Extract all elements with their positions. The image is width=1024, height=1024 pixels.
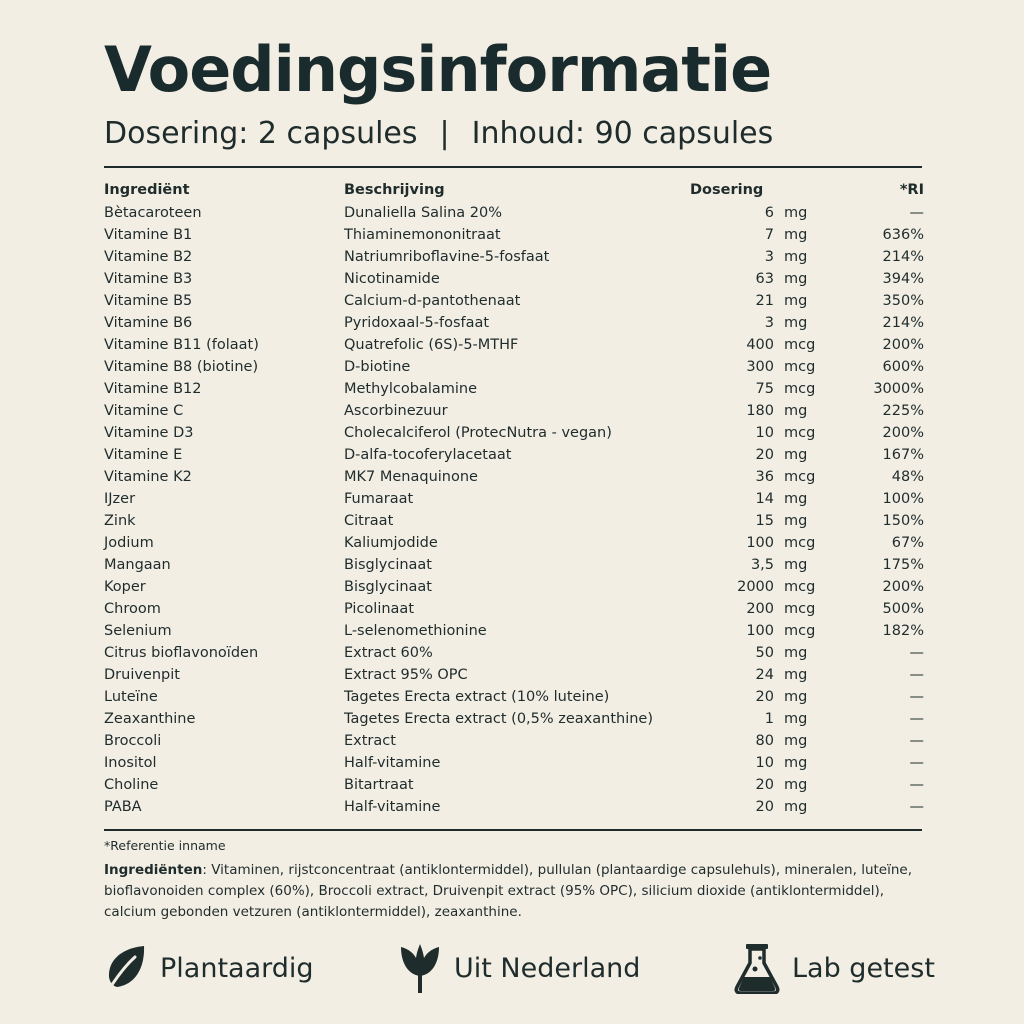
amount-value: 63 xyxy=(755,271,774,287)
ingredient-cell: Vitamine B6 xyxy=(104,315,193,331)
table-row xyxy=(104,268,924,290)
ri-cell: — xyxy=(909,733,924,749)
description-cell: Ascorbinezuur xyxy=(344,403,448,419)
ri-cell: — xyxy=(909,645,924,661)
dosage-cell xyxy=(678,444,844,466)
header-ri: *RI xyxy=(899,182,924,198)
amount-unit: mcg xyxy=(784,425,816,441)
table-row xyxy=(104,400,924,422)
description-cell: Calcium-d-pantothenaat xyxy=(344,293,521,309)
ingredient-cell: Vitamine B2 xyxy=(104,249,193,265)
ingredient-cell: Vitamine D3 xyxy=(104,425,194,441)
description-cell: Tagetes Erecta extract (0,5% zeaxanthine) xyxy=(344,711,654,727)
dosage-cell xyxy=(678,576,844,598)
ri-cell: 167% xyxy=(882,447,924,463)
description-cell: Tagetes Erecta extract (10% luteine) xyxy=(344,689,610,705)
table-row xyxy=(104,598,924,620)
ri-cell: 600% xyxy=(882,359,924,375)
ri-cell: 394% xyxy=(882,271,924,287)
amount-unit: mcg xyxy=(784,381,816,397)
ri-cell: 48% xyxy=(891,469,924,485)
ingredient-cell: Choline xyxy=(104,777,159,793)
amount-value: 6 xyxy=(764,205,774,221)
ri-cell: 67% xyxy=(891,535,924,551)
dosage-cell xyxy=(678,488,844,510)
table-row xyxy=(104,488,924,510)
table-row xyxy=(104,312,924,334)
amount-value: 80 xyxy=(755,733,774,749)
ingredient-cell: Vitamine B3 xyxy=(104,271,193,287)
ingredient-cell: Citrus bioflavonoïden xyxy=(104,645,259,661)
description-cell: Bisglycinaat xyxy=(344,579,432,595)
dosage-cell xyxy=(678,290,844,312)
amount-unit: mcg xyxy=(784,535,816,551)
dosage-cell xyxy=(678,422,844,444)
ingredient-cell: Zeaxanthine xyxy=(104,711,196,727)
amount-value: 20 xyxy=(755,799,774,815)
description-cell: Citraat xyxy=(344,513,394,529)
flask-icon xyxy=(734,942,780,994)
dosage-cell xyxy=(678,312,844,334)
dosage-cell xyxy=(678,532,844,554)
tulip-icon xyxy=(398,942,442,994)
ri-cell: 200% xyxy=(882,337,924,353)
amount-value: 10 xyxy=(755,425,774,441)
ri-cell: 214% xyxy=(882,249,924,265)
amount-unit: mg xyxy=(784,689,808,705)
badge-lab xyxy=(734,940,935,996)
amount-unit: mg xyxy=(784,645,808,661)
ri-cell: 200% xyxy=(882,579,924,595)
ingredients-paragraph xyxy=(104,860,924,923)
amount-unit: mcg xyxy=(784,337,816,353)
dosage-cell xyxy=(678,642,844,664)
ingredient-cell: Vitamine K2 xyxy=(104,469,192,485)
table-row xyxy=(104,246,924,268)
dosage-cell xyxy=(678,796,844,818)
footnote: *Referentie inname xyxy=(104,838,226,853)
table-row xyxy=(104,466,924,488)
ingredient-cell: Zink xyxy=(104,513,136,529)
ingredient-cell: Mangaan xyxy=(104,557,171,573)
header-description: Beschrijving xyxy=(344,182,445,198)
dosage-cell xyxy=(678,752,844,774)
ingredients-label: Ingrediënten xyxy=(104,862,203,878)
nutrition-table xyxy=(104,178,924,818)
ri-cell: — xyxy=(909,205,924,221)
dosage-cell xyxy=(678,466,844,488)
ingredient-cell: Koper xyxy=(104,579,146,595)
dosage-cell xyxy=(678,224,844,246)
description-cell: MK7 Menaquinone xyxy=(344,469,478,485)
ingredient-cell: Vitamine B8 (biotine) xyxy=(104,359,259,375)
description-cell: Half-vitamine xyxy=(344,755,441,771)
ri-cell: — xyxy=(909,799,924,815)
dosage-cell xyxy=(678,686,844,708)
leaf-icon xyxy=(104,943,148,993)
description-cell: Natriumriboflavine-5-fosfaat xyxy=(344,249,550,265)
table-row xyxy=(104,202,924,224)
ri-cell: 500% xyxy=(882,601,924,617)
badge-nl xyxy=(398,940,640,996)
ri-cell: 214% xyxy=(882,315,924,331)
ri-cell: 200% xyxy=(882,425,924,441)
amount-value: 20 xyxy=(755,447,774,463)
description-cell: D-biotine xyxy=(344,359,411,375)
ingredient-cell: Selenium xyxy=(104,623,172,639)
amount-value: 300 xyxy=(746,359,774,375)
ingredient-cell: Vitamine E xyxy=(104,447,183,463)
amount-unit: mg xyxy=(784,513,808,529)
dosage-cell xyxy=(678,400,844,422)
dosage-cell xyxy=(678,246,844,268)
amount-unit: mg xyxy=(784,403,808,419)
description-cell: Picolinaat xyxy=(344,601,415,617)
dosage-cell xyxy=(678,356,844,378)
table-row xyxy=(104,510,924,532)
amount-value: 100 xyxy=(746,623,774,639)
amount-unit: mg xyxy=(784,227,808,243)
dosage-cell xyxy=(678,510,844,532)
table-row xyxy=(104,576,924,598)
ingredient-cell: Vitamine B5 xyxy=(104,293,193,309)
description-cell: Quatrefolic (6S)-5-MTHF xyxy=(344,337,519,353)
amount-unit: mg xyxy=(784,491,808,507)
description-cell: Dunaliella Salina 20% xyxy=(344,205,503,221)
amount-value: 24 xyxy=(755,667,774,683)
amount-value: 20 xyxy=(755,777,774,793)
table-row xyxy=(104,796,924,818)
badge-plant-label: Plantaardig xyxy=(160,952,314,984)
ingredient-cell: Inositol xyxy=(104,755,157,771)
amount-unit: mg xyxy=(784,755,808,771)
table-header-row xyxy=(104,178,924,202)
table-row xyxy=(104,730,924,752)
ingredient-cell: Luteïne xyxy=(104,689,158,705)
amount-value: 3 xyxy=(764,315,774,331)
amount-value: 15 xyxy=(755,513,774,529)
amount-unit: mcg xyxy=(784,623,816,639)
dosage-cell xyxy=(678,378,844,400)
bottom-divider xyxy=(104,829,922,831)
amount-unit: mg xyxy=(784,447,808,463)
amount-unit: mg xyxy=(784,557,808,573)
description-cell: Extract 95% OPC xyxy=(344,667,468,683)
ingredient-cell: Vitamine B12 xyxy=(104,381,202,397)
table-row xyxy=(104,356,924,378)
content-text: Inhoud: 90 capsules xyxy=(471,116,774,151)
ri-cell: — xyxy=(909,777,924,793)
description-cell: Half-vitamine xyxy=(344,799,441,815)
dosage-cell xyxy=(678,730,844,752)
ingredient-cell: Vitamine C xyxy=(104,403,184,419)
ingredient-cell: Broccoli xyxy=(104,733,162,749)
amount-unit: mcg xyxy=(784,601,816,617)
amount-value: 100 xyxy=(746,535,774,551)
ri-cell: 636% xyxy=(882,227,924,243)
dosage-cell xyxy=(678,620,844,642)
dosage-cell xyxy=(678,334,844,356)
amount-value: 14 xyxy=(755,491,774,507)
ingredient-cell: Chroom xyxy=(104,601,161,617)
amount-unit: mg xyxy=(784,667,808,683)
amount-unit: mcg xyxy=(784,579,816,595)
amount-unit: mg xyxy=(784,249,808,265)
dosage-cell xyxy=(678,268,844,290)
amount-value: 7 xyxy=(764,227,774,243)
table-row xyxy=(104,290,924,312)
table-row xyxy=(104,532,924,554)
dosage-cell xyxy=(678,664,844,686)
amount-value: 3 xyxy=(764,249,774,265)
table-row xyxy=(104,334,924,356)
ingredients-text: : Vitaminen, rijstconcentraat (antiklontermiddel), pullulan (plantaardige capsulehuls), mineralen, luteïne, bioflavonoiden complex (60%), Broccoli extract, Druivenpit extract (95% OPC), silicium dioxide (antiklontermiddel), calcium gebonden vetzuren (antiklontermiddel), zeaxanthine. xyxy=(104,862,912,920)
badge-plant xyxy=(104,940,314,996)
amount-unit: mg xyxy=(784,205,808,221)
ri-cell: — xyxy=(909,755,924,771)
top-divider xyxy=(104,166,922,168)
description-cell: D-alfa-tocoferylacetaat xyxy=(344,447,512,463)
badge-nl-label: Uit Nederland xyxy=(454,952,641,984)
table-row xyxy=(104,554,924,576)
amount-unit: mg xyxy=(784,733,808,749)
ri-cell: 175% xyxy=(882,557,924,573)
dosage-cell xyxy=(678,708,844,730)
page-title: Voedingsinformatie xyxy=(104,33,772,106)
ri-cell: — xyxy=(909,711,924,727)
ri-cell: 100% xyxy=(882,491,924,507)
ri-cell: 150% xyxy=(882,513,924,529)
amount-unit: mcg xyxy=(784,359,816,375)
description-cell: Extract 60% xyxy=(344,645,433,661)
amount-value: 75 xyxy=(755,381,774,397)
description-cell: Kaliumjodide xyxy=(344,535,438,551)
amount-unit: mg xyxy=(784,799,808,815)
description-cell: Nicotinamide xyxy=(344,271,440,287)
dosage-text: Dosering: 2 capsules xyxy=(104,116,418,151)
dosage-cell xyxy=(678,202,844,224)
description-cell: Bisglycinaat xyxy=(344,557,432,573)
ri-cell: 350% xyxy=(882,293,924,309)
amount-value: 200 xyxy=(746,601,774,617)
dosage-cell xyxy=(678,774,844,796)
ingredient-cell: Vitamine B11 (folaat) xyxy=(104,337,259,353)
table-row xyxy=(104,642,924,664)
dosage-cell xyxy=(678,554,844,576)
amount-value: 50 xyxy=(755,645,774,661)
amount-unit: mg xyxy=(784,293,808,309)
ingredient-cell: Druivenpit xyxy=(104,667,180,683)
amount-value: 2000 xyxy=(737,579,774,595)
table-row xyxy=(104,664,924,686)
separator: | xyxy=(439,116,450,151)
amount-value: 1 xyxy=(764,711,774,727)
amount-value: 180 xyxy=(746,403,774,419)
amount-unit: mg xyxy=(784,315,808,331)
description-cell: Bitartraat xyxy=(344,777,414,793)
ri-cell: — xyxy=(909,667,924,683)
description-cell: Cholecalciferol (ProtecNutra - vegan) xyxy=(344,425,612,441)
amount-unit: mg xyxy=(784,777,808,793)
amount-value: 20 xyxy=(755,689,774,705)
table-row xyxy=(104,620,924,642)
ingredient-cell: Vitamine B1 xyxy=(104,227,193,243)
description-cell: Methylcobalamine xyxy=(344,381,478,397)
ingredient-cell: Bètacaroteen xyxy=(104,205,202,221)
description-cell: Pyridoxaal-5-fosfaat xyxy=(344,315,490,331)
amount-value: 21 xyxy=(755,293,774,309)
table-row xyxy=(104,752,924,774)
description-cell: Extract xyxy=(344,733,396,749)
ri-cell: 225% xyxy=(882,403,924,419)
description-cell: Thiaminemononitraat xyxy=(344,227,501,243)
ri-cell: 3000% xyxy=(873,381,924,397)
amount-unit: mg xyxy=(784,271,808,287)
description-cell: L-selenomethionine xyxy=(344,623,487,639)
amount-value: 400 xyxy=(746,337,774,353)
badge-lab-label: Lab getest xyxy=(792,952,935,984)
description-cell: Fumaraat xyxy=(344,491,414,507)
table-row xyxy=(104,444,924,466)
ri-cell: 182% xyxy=(882,623,924,639)
header-dosage: Dosering xyxy=(690,182,764,198)
badge-row xyxy=(104,940,935,996)
ingredient-cell: Jodium xyxy=(104,535,154,551)
amount-unit: mg xyxy=(784,711,808,727)
amount-unit: mcg xyxy=(784,469,816,485)
table-row xyxy=(104,686,924,708)
table-row xyxy=(104,708,924,730)
table-row xyxy=(104,224,924,246)
amount-value: 10 xyxy=(755,755,774,771)
ri-cell: — xyxy=(909,689,924,705)
subtitle xyxy=(104,112,773,156)
dosage-cell xyxy=(678,598,844,620)
ingredient-cell: IJzer xyxy=(104,491,136,507)
header-ingredient: Ingrediënt xyxy=(104,182,190,198)
amount-value: 36 xyxy=(755,469,774,485)
table-row xyxy=(104,774,924,796)
amount-value: 3,5 xyxy=(750,557,774,573)
table-row xyxy=(104,378,924,400)
table-row xyxy=(104,422,924,444)
ingredient-cell: PABA xyxy=(104,799,142,815)
